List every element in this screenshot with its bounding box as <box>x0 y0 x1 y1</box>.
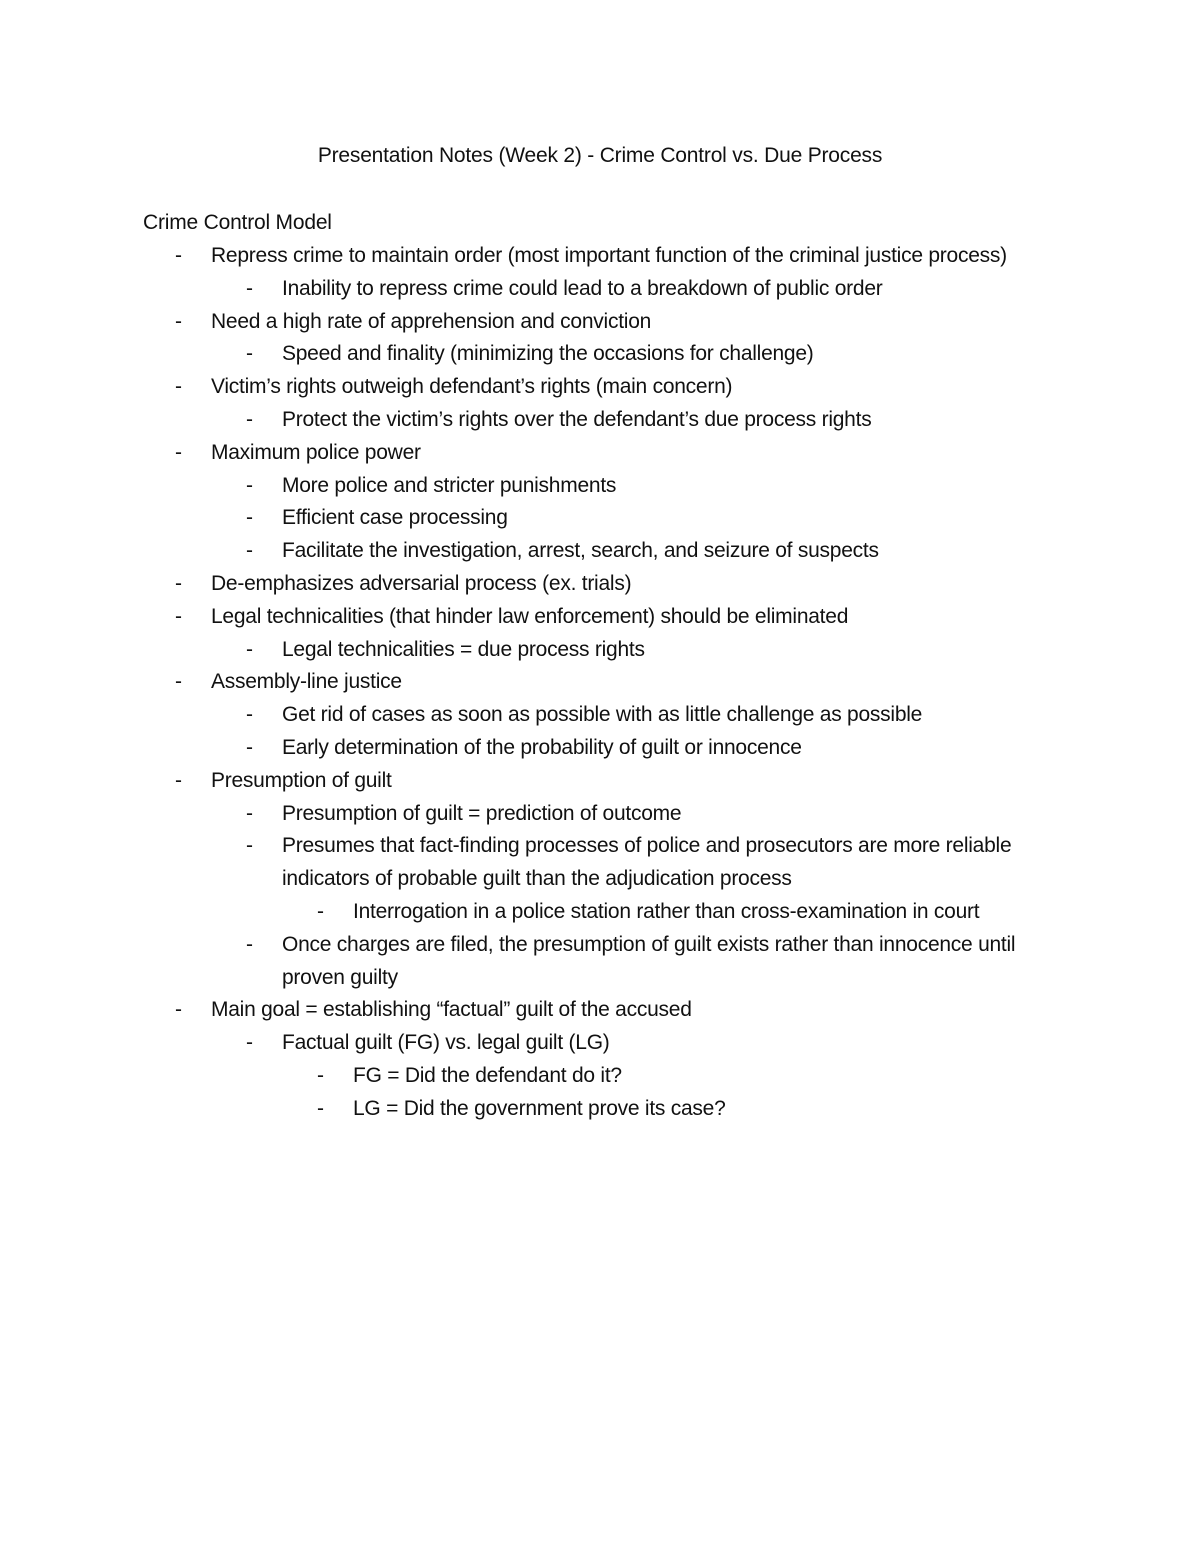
bullet-text: LG = Did the government prove its case? <box>353 1096 726 1120</box>
bullet-dash: - <box>246 407 253 431</box>
bullet-dash: - <box>175 998 182 1022</box>
bullet-dash: - <box>246 473 253 497</box>
bullet-dash: - <box>246 801 253 825</box>
bullet-dash: - <box>175 244 182 267</box>
bullet-text: Main goal = establishing “factual” guilt of the accused <box>211 998 692 1022</box>
bullet-dash: - <box>175 375 182 399</box>
bullet-item-level-2 <box>0 896 1200 929</box>
bullet-dash: - <box>246 735 253 759</box>
bullet-text: Protect the victim’s rights over the defendant’s due process rights <box>282 407 872 431</box>
bullet-text: Assembly-line justice <box>211 670 402 694</box>
bullet-text: More police and stricter punishments <box>282 473 617 497</box>
bullet-item-level-1 <box>0 535 1200 568</box>
bullet-item-level-1 <box>0 699 1200 732</box>
bullet-text: Presumption of guilt = prediction of outcome <box>282 801 682 825</box>
bullet-text: Get rid of cases as soon as possible with as little challenge as possible <box>282 703 923 727</box>
bullet-dash: - <box>246 1031 253 1055</box>
bullet-dash: - <box>317 1063 324 1087</box>
bullet-dash: - <box>246 276 253 300</box>
bullet-text: Presumption of guilt <box>211 768 392 792</box>
bullet-text: De-emphasizes adversarial process (ex. trials) <box>211 571 632 595</box>
bullet-item-level-1 <box>0 404 1200 437</box>
bullet-dash: - <box>175 571 182 595</box>
bullet-item-level-0 <box>0 240 1200 273</box>
bullet-item-level-0 <box>0 601 1200 634</box>
bullet-dash: - <box>175 670 182 694</box>
bullet-dash: - <box>246 932 253 956</box>
bullet-outline <box>0 240 1200 1126</box>
bullet-item-level-1 <box>0 1027 1200 1060</box>
bullet-text: FG = Did the defendant do it? <box>353 1063 622 1087</box>
bullet-text: Facilitate the investigation, arrest, search, and seizure of suspects <box>282 539 879 563</box>
bullet-dash: - <box>246 834 253 858</box>
bullet-item-level-1 <box>0 338 1200 371</box>
bullet-text: Once charges are filed, the presumption of guilt exists rather than innocence until proven guilty <box>282 932 1016 989</box>
bullet-item-level-1 <box>0 830 1200 896</box>
section-heading: Crime Control Model <box>143 211 332 234</box>
bullet-item-level-1 <box>0 732 1200 765</box>
bullet-item-level-0 <box>0 437 1200 470</box>
bullet-item-level-1 <box>0 273 1200 306</box>
bullet-dash: - <box>175 309 182 333</box>
bullet-item-level-0 <box>0 371 1200 404</box>
bullet-dash: - <box>246 637 253 661</box>
bullet-text: Maximum police power <box>211 440 421 464</box>
bullet-text: Early determination of the probability of guilt or innocence <box>282 735 802 759</box>
bullet-dash: - <box>246 506 253 530</box>
bullet-item-level-2 <box>0 1093 1200 1126</box>
bullet-text: Legal technicalities = due process rights <box>282 637 645 661</box>
bullet-text: Victim’s rights outweigh defendant’s rights (main concern) <box>211 375 733 399</box>
bullet-item-level-0 <box>0 306 1200 339</box>
bullet-item-level-1 <box>0 502 1200 535</box>
bullet-text: Efficient case processing <box>282 506 508 530</box>
bullet-dash: - <box>175 768 182 792</box>
bullet-dash: - <box>175 604 182 628</box>
bullet-item-level-2 <box>0 1060 1200 1093</box>
bullet-text: Legal technicalities (that hinder law enforcement) should be eliminated <box>211 604 849 628</box>
bullet-item-level-0 <box>0 666 1200 699</box>
bullet-item-level-1 <box>0 470 1200 503</box>
bullet-item-level-0 <box>0 765 1200 798</box>
bullet-text: Factual guilt (FG) vs. legal guilt (LG) <box>282 1031 610 1055</box>
bullet-item-level-1 <box>0 798 1200 831</box>
bullet-dash: - <box>246 342 253 366</box>
bullet-item-level-1 <box>0 929 1200 995</box>
bullet-dash: - <box>175 440 182 464</box>
bullet-text: Inability to repress crime could lead to a breakdown of public order <box>282 276 883 300</box>
bullet-text: Presumes that fact-finding processes of police and prosecutors are more reliable indicators of probable guilt than the adjudication process <box>282 834 1012 891</box>
bullet-dash: - <box>317 1096 324 1120</box>
bullet-dash: - <box>317 899 324 923</box>
page-title: Presentation Notes (Week 2) - Crime Control vs. Due Process <box>317 144 883 167</box>
bullet-item-level-0 <box>0 994 1200 1027</box>
bullet-text: Interrogation in a police station rather than cross-examination in court <box>353 899 980 923</box>
bullet-text: Speed and finality (minimizing the occasions for challenge) <box>282 342 814 366</box>
bullet-item-level-1 <box>0 634 1200 667</box>
bullet-text: Repress crime to maintain order (most important function of the criminal justice process) <box>211 244 1007 267</box>
bullet-item-level-0 <box>0 568 1200 601</box>
bullet-dash: - <box>246 703 253 727</box>
bullet-text: Need a high rate of apprehension and conviction <box>211 309 652 333</box>
bullet-dash: - <box>246 539 253 563</box>
